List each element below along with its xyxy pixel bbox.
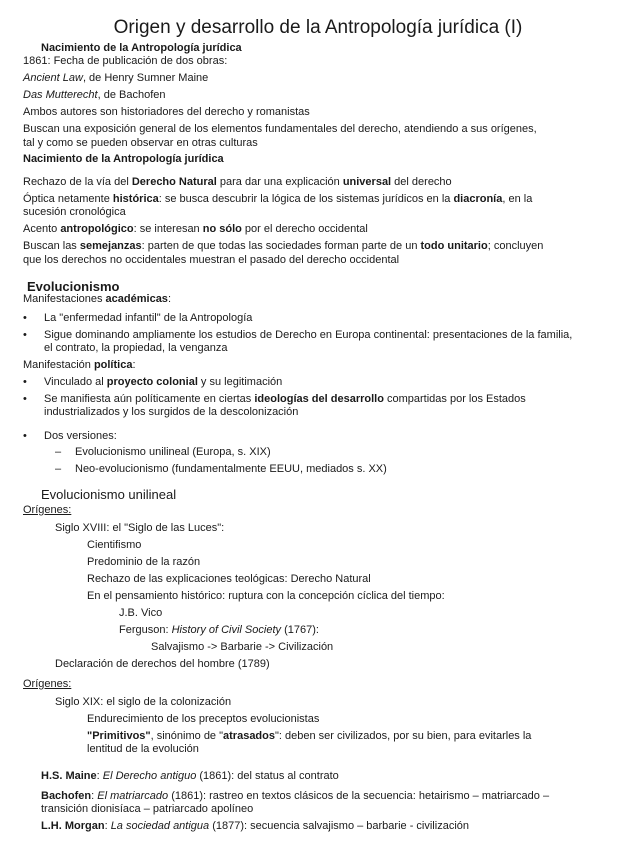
work-mutterecht: Das Mutterecht, de Bachofen — [23, 89, 166, 101]
morgan-entry: L.H. Morgan: La sociedad antigua (1877): secuencia salvajismo – barbarie - civilización — [41, 820, 469, 832]
authors-line: Ambos autores son historiadores del derecho y romanistas — [23, 106, 310, 118]
search-line-1: Buscan una exposición general de los elementos fundamentales del derecho, atendiendo a sus orígenes, — [23, 123, 537, 135]
bullet-icon: • — [23, 376, 27, 388]
dash-neo-evolucionismo: Neo-evolucionismo (fundamentalmente EEUU, mediados s. XX) — [75, 463, 387, 475]
rechazo-teologicas: Rechazo de las explicaciones teológicas: Derecho Natural — [87, 573, 371, 585]
section-heading-nacimiento: Nacimiento de la Antropología jurídica — [41, 42, 242, 54]
bullet-ideologias-line2: industrializados y los surgidos de la descolonización — [44, 406, 299, 418]
declaracion-derechos: Declaración de derechos del hombre (1789) — [55, 658, 270, 670]
predominio-razon: Predominio de la razón — [87, 556, 201, 568]
ferguson: Ferguson: History of Civil Society (1767): — [119, 624, 319, 636]
paragraph-optica: Óptica netamente histórica: se busca descubrir la lógica de los sistemas jurídicos en la diacronía, en la — [23, 193, 533, 205]
bullet-enfermedad-infantil: La "enfermedad infantil" de la Antropología — [44, 312, 253, 324]
bullet-icon: • — [23, 312, 27, 324]
vico: J.B. Vico — [119, 607, 163, 619]
page-title: Origen y desarrollo de la Antropología jurídica (I) — [113, 17, 523, 38]
work-ancient-law: Ancient Law, de Henry Sumner Maine — [23, 72, 209, 84]
primitivos: "Primitivos", sinónimo de "atrasados": deben ser civilizados, por su bien, para evitarles la — [87, 730, 532, 742]
pensamiento-historico: En el pensamiento histórico: ruptura con la concepción cíclica del tiempo: — [87, 590, 445, 602]
bachofen-entry-line2: transición dionisíaca – patriarcado apolíneo — [41, 803, 254, 815]
siglo-xix: Siglo XIX: el siglo de la colonización — [55, 696, 232, 708]
paragraph-acento: Acento antropológico: se interesan no sólo por el derecho occidental — [23, 223, 368, 235]
primitivos-line2: lentitud de la evolución — [87, 743, 199, 755]
salvajismo-sequence: Salvajismo -> Barbarie -> Civilización — [151, 641, 334, 653]
origenes-heading-1: Orígenes: — [23, 504, 72, 516]
section-heading-evolucionismo: Evolucionismo — [27, 279, 120, 294]
bullet-ideologias: Se manifiesta aún políticamente en ciertas ideologías del desarrollo compartidas por los Estados — [44, 393, 526, 405]
bullet-dos-versiones: Dos versiones: — [44, 430, 117, 442]
date-line: 1861: Fecha de publicación de dos obras: — [23, 55, 228, 67]
maine-entry: H.S. Maine: El Derecho antiguo (1861): del status al contrato — [41, 770, 339, 782]
bullet-proyecto-colonial: Vinculado al proyecto colonial y su legitimación — [44, 376, 283, 388]
paragraph-semejanzas-line2: que los derechos no occidentales muestran el pasado del derecho occidental — [23, 254, 400, 266]
manifestaciones-academicas: Manifestaciones académicas: — [23, 293, 171, 305]
paragraph-optica-line2: sucesión cronológica — [23, 206, 126, 218]
bullet-icon: • — [23, 430, 27, 442]
origenes-heading-2: Orígenes: — [23, 678, 72, 690]
bullet-icon: • — [23, 329, 27, 341]
bullet-icon: • — [23, 393, 27, 405]
paragraph-derecho-natural: Rechazo de la vía del Derecho Natural para dar una explicación universal del derecho — [23, 176, 452, 188]
paragraph-semejanzas: Buscan las semejanzas: parten de que todas las sociedades forman parte de un todo unitario; concluyen — [23, 240, 544, 252]
search-line-2: tal y como se pueden observar en otras culturas — [23, 137, 258, 149]
dash-icon: – — [55, 446, 62, 458]
bullet-sigue-dominando-line2: el contrato, la propiedad, la venganza — [44, 342, 228, 354]
bullet-sigue-dominando: Sigue dominando ampliamente los estudios de Derecho en Europa continental: presentaciones de la familia, — [44, 329, 573, 341]
bachofen-entry: Bachofen: El matriarcado (1861): rastreo en textos clásicos de la secuencia: hetairismo – matriarcado – — [41, 790, 550, 802]
dash-icon: – — [55, 463, 62, 475]
siglo-xviii: Siglo XVIII: el "Siglo de las Luces": — [55, 522, 225, 534]
section-heading-nacimiento-2: Nacimiento de la Antropología jurídica — [23, 153, 224, 165]
endurecimiento: Endurecimiento de los preceptos evolucionistas — [87, 713, 320, 725]
section-heading-unilineal: Evolucionismo unilineal — [41, 487, 177, 502]
cientifismo: Cientifismo — [87, 539, 142, 551]
manifestacion-politica: Manifestación política: — [23, 359, 136, 371]
dash-unilineal: Evolucionismo unilineal (Europa, s. XIX) — [75, 446, 271, 458]
